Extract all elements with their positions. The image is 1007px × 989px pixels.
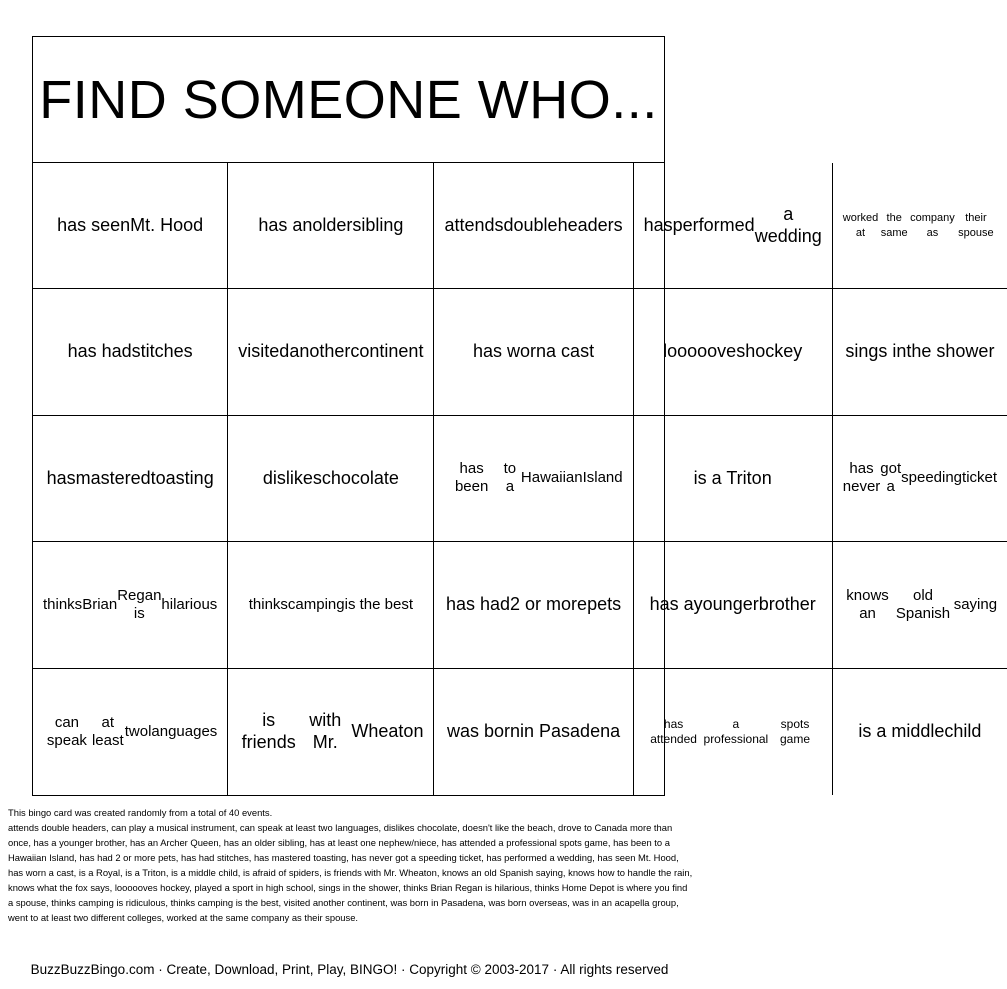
bingo-cell-line: in Pasadena bbox=[520, 721, 621, 741]
bingo-cell-line: loooooves bbox=[663, 341, 746, 362]
bingo-cell bbox=[634, 289, 833, 415]
bingo-cell-line: toasting bbox=[150, 467, 214, 488]
bingo-cell-line: dislikes bbox=[262, 467, 322, 488]
bingo-cell-line: older bbox=[312, 214, 353, 235]
bingo-cell-line: has seen bbox=[57, 214, 131, 235]
bingo-cell-line: thinks bbox=[43, 595, 83, 613]
bingo-cell-line: younger bbox=[693, 594, 759, 615]
bingo-cell-line: a cast bbox=[546, 341, 595, 362]
footer: BuzzBuzzBingo.com · Create, Download, Print, Play, BINGO! · Copyright © 2003-2017 · All rights reserved bbox=[30, 962, 669, 977]
bingo-cell-line: speeding bbox=[901, 469, 963, 487]
bingo-cell-line: Regan is bbox=[117, 586, 162, 622]
bingo-cell-line: has bbox=[643, 214, 673, 235]
bingo-cell-line: Brian bbox=[82, 595, 118, 613]
bingo-cell bbox=[434, 289, 633, 415]
bingo-cell bbox=[33, 542, 228, 668]
bingo-cell bbox=[33, 163, 228, 289]
bingo-cell-line: headers bbox=[557, 214, 623, 235]
bingo-cell-line: the shower bbox=[906, 341, 995, 362]
bingo-cell-line: attends bbox=[444, 214, 504, 235]
bingo-cell-line: with Mr. bbox=[309, 710, 342, 752]
bingo-cell-line: Mt. Hood bbox=[130, 214, 204, 235]
bingo-cell-line: two bbox=[124, 722, 149, 740]
bingo-cell-line: has never bbox=[842, 460, 881, 496]
bingo-cell-line: Hawaiian bbox=[520, 469, 583, 487]
bingo-cell bbox=[634, 542, 833, 668]
bingo-cell-line: chocolate bbox=[321, 467, 399, 488]
bingo-cell-line: can speak bbox=[46, 713, 87, 749]
bingo-card bbox=[32, 36, 998, 796]
bingo-cell-line: ticket bbox=[962, 469, 998, 487]
info-section bbox=[8, 805, 693, 925]
bingo-cell-line: Wheaton bbox=[351, 721, 424, 741]
bingo-cell-line: Island bbox=[582, 469, 623, 487]
bingo-cell-line: brother bbox=[758, 594, 816, 615]
bingo-cell-line: at least bbox=[91, 713, 124, 749]
bingo-cell-line: is a Triton bbox=[693, 467, 772, 488]
bingo-cell-line: has had bbox=[67, 341, 132, 362]
bingo-grid bbox=[33, 163, 998, 795]
bingo-cell bbox=[228, 289, 434, 415]
bingo-cell-line: has bbox=[46, 467, 76, 488]
bingo-cell-line: sibling bbox=[352, 214, 404, 235]
bingo-cell-line: visited bbox=[238, 341, 290, 362]
bingo-cell bbox=[634, 416, 833, 542]
bingo-cell-line: their spouse bbox=[958, 212, 994, 239]
bingo-cell bbox=[833, 289, 1007, 415]
bingo-cell-line: a wedding bbox=[754, 204, 822, 246]
bingo-cell bbox=[833, 669, 1007, 795]
bingo-cell-line: is a middle bbox=[858, 721, 945, 741]
bingo-cell-line: camping bbox=[287, 595, 345, 613]
bingo-cell-line: a professional bbox=[703, 716, 769, 746]
bingo-cell bbox=[434, 163, 633, 289]
bingo-cell-line: mastered bbox=[75, 467, 151, 488]
bingo-cell-line: double bbox=[503, 214, 558, 235]
bingo-cell-line: performed bbox=[672, 214, 755, 235]
bingo-cell-line: hockey bbox=[745, 341, 803, 362]
bingo-cell-line: got a bbox=[880, 460, 902, 496]
bingo-cell-line: pets bbox=[587, 594, 622, 615]
bingo-cell-line: spots game bbox=[779, 716, 810, 746]
bingo-cell-line: has attended bbox=[650, 716, 697, 746]
bingo-cell bbox=[634, 163, 833, 289]
bingo-cell bbox=[434, 416, 633, 542]
bingo-cell bbox=[228, 669, 434, 795]
bingo-cell bbox=[33, 289, 228, 415]
bingo-cell bbox=[33, 416, 228, 542]
bingo-cell-line: saying bbox=[953, 595, 998, 613]
bingo-cell-line: stitches bbox=[131, 341, 193, 362]
bingo-cell-line: has been bbox=[454, 460, 489, 496]
bingo-cell-line: the same bbox=[880, 212, 908, 239]
bingo-cell bbox=[228, 542, 434, 668]
bingo-cell bbox=[434, 542, 633, 668]
bingo-cell-line: 2 or more bbox=[510, 594, 588, 615]
bingo-cell bbox=[228, 416, 434, 542]
bingo-cell bbox=[434, 669, 633, 795]
info-intro: This bingo card was created randomly from a total of 40 events. bbox=[8, 807, 273, 818]
bingo-cell bbox=[33, 669, 228, 795]
bingo-cell-line: knows an bbox=[846, 586, 889, 622]
bingo-cell-line: has an bbox=[258, 214, 313, 235]
bingo-cell-line: child bbox=[944, 721, 982, 741]
bingo-cell-line: has had bbox=[445, 594, 511, 615]
bingo-cell bbox=[833, 416, 1007, 542]
bingo-cell-line: thinks bbox=[248, 595, 288, 613]
bingo-cell-line: old Spanish bbox=[895, 586, 951, 622]
bingo-cell-line: another bbox=[289, 341, 351, 362]
bingo-cell-line: worked at bbox=[842, 212, 879, 239]
bingo-cell-line: has worn bbox=[473, 341, 547, 362]
card-title: FIND SOMEONE WHO... bbox=[39, 69, 658, 130]
bingo-cell-line: has a bbox=[649, 594, 694, 615]
bingo-cell-line: continent bbox=[350, 341, 424, 362]
info-events: attends double headers, can play a musical instrument, can speak at least two languages, dislikes chocolate, doesn't like the beach, drove to Canada more than once, has a younger brother, has an Archer Queen, has an older sibling, has at least one nephew/niece, has attended a professional spots game, has been to a Hawaiian Island, has had 2 or more pets, has had stitches, has mastered toasting, has never got a speeding ticket, has performed a wedding, has seen Mt. Hood, has worn a cast, is a Royal, is a Triton, is a middle child, is afraid of spiders, is friends with Mr. Wheaton, knows an old Spanish saying, knows how to handle the rain, knows what the fox says, loooooves hockey, played a sport in high school, sings in the shower, thinks Brian Regan is hilarious, thinks Home Depot is where you find a spouse, thinks camping is ridiculous, thinks camping is the best, visited another continent, was born in Pasadena, was born overseas, was in an acapella group, went to at least two different colleges, worked at the same company as their spouse. bbox=[8, 822, 693, 923]
bingo-cell-line: is the best bbox=[344, 595, 413, 613]
bingo-cell-line: languages bbox=[148, 722, 218, 740]
bingo-cell-line: is friends bbox=[241, 710, 296, 752]
bingo-cell-line: to a bbox=[503, 460, 517, 496]
bingo-cell-line: sings in bbox=[845, 341, 907, 362]
bingo-cell bbox=[634, 669, 833, 795]
bingo-cell bbox=[833, 163, 1007, 289]
bingo-cell bbox=[228, 163, 434, 289]
bingo-cell-line: hilarious bbox=[161, 595, 218, 613]
bingo-cell-line: company as bbox=[910, 212, 955, 239]
bingo-cell-line: was born bbox=[446, 721, 521, 741]
title-row bbox=[33, 37, 664, 163]
bingo-cell bbox=[833, 542, 1007, 668]
